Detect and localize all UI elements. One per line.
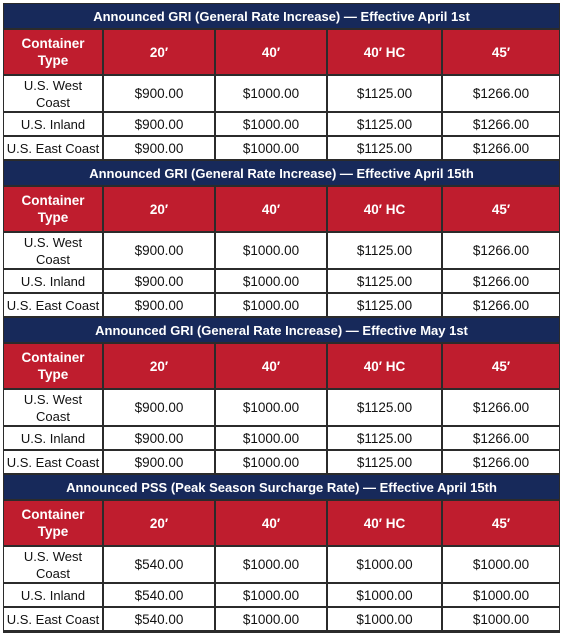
rate-cell: $540.00 bbox=[104, 584, 216, 608]
rate-cell: $900.00 bbox=[104, 76, 216, 113]
rate-cell: $1000.00 bbox=[328, 547, 443, 584]
rate-cell: $900.00 bbox=[104, 113, 216, 137]
rate-cell: $1125.00 bbox=[328, 113, 443, 137]
rate-cell: $1000.00 bbox=[216, 113, 328, 137]
table-row bbox=[4, 113, 559, 137]
rate-table-body bbox=[4, 4, 559, 632]
size-header: 40′ bbox=[216, 344, 328, 390]
table-row bbox=[4, 584, 559, 608]
rate-tables bbox=[3, 3, 558, 633]
region-label: U.S. Inland bbox=[4, 113, 104, 137]
table-row bbox=[4, 451, 559, 475]
rate-cell: $1125.00 bbox=[328, 390, 443, 427]
rate-cell: $1000.00 bbox=[443, 547, 559, 584]
section-title: Announced PSS (Peak Season Surcharge Rate) — Effective April 15th bbox=[4, 475, 559, 501]
rate-cell: $900.00 bbox=[104, 427, 216, 451]
section-title-row bbox=[4, 318, 559, 344]
size-header: 40′ HC bbox=[328, 501, 443, 547]
rate-cell: $1266.00 bbox=[443, 451, 559, 475]
region-label: U.S. Inland bbox=[4, 270, 104, 294]
rate-cell: $1266.00 bbox=[443, 294, 559, 318]
rate-cell: $900.00 bbox=[104, 390, 216, 427]
rate-cell: $1125.00 bbox=[328, 137, 443, 161]
table-row bbox=[4, 76, 559, 113]
table-row bbox=[4, 294, 559, 318]
section-title: Announced GRI (General Rate Increase) — Effective April 1st bbox=[4, 4, 559, 30]
table-row bbox=[4, 137, 559, 161]
table-row bbox=[4, 547, 559, 584]
rate-cell: $1125.00 bbox=[328, 233, 443, 270]
rate-cell: $1000.00 bbox=[216, 76, 328, 113]
rate-cell: $1125.00 bbox=[328, 294, 443, 318]
column-header-row bbox=[4, 187, 559, 233]
size-header: 40′ HC bbox=[328, 344, 443, 390]
rate-cell: $540.00 bbox=[104, 547, 216, 584]
rate-cell: $1125.00 bbox=[328, 451, 443, 475]
size-header: 45′ bbox=[443, 501, 559, 547]
rate-cell: $1000.00 bbox=[216, 608, 328, 632]
size-header: 40′ HC bbox=[328, 30, 443, 76]
rate-cell: $1125.00 bbox=[328, 270, 443, 294]
region-label: U.S. West Coast bbox=[4, 76, 104, 113]
rate-cell: $1000.00 bbox=[216, 233, 328, 270]
region-label: U.S. Inland bbox=[4, 427, 104, 451]
size-header: 20′ bbox=[104, 501, 216, 547]
rate-cell: $1000.00 bbox=[216, 584, 328, 608]
rate-cell: $1000.00 bbox=[216, 547, 328, 584]
container-type-header: Container Type bbox=[4, 187, 104, 233]
rate-cell: $1125.00 bbox=[328, 76, 443, 113]
region-label: U.S. Inland bbox=[4, 584, 104, 608]
region-label: U.S. East Coast bbox=[4, 137, 104, 161]
region-label: U.S. East Coast bbox=[4, 294, 104, 318]
rate-cell: $1000.00 bbox=[328, 584, 443, 608]
size-header: 45′ bbox=[443, 30, 559, 76]
table-row bbox=[4, 233, 559, 270]
size-header: 20′ bbox=[104, 30, 216, 76]
region-label: U.S. East Coast bbox=[4, 608, 104, 632]
container-type-header: Container Type bbox=[4, 501, 104, 547]
size-header: 40′ HC bbox=[328, 187, 443, 233]
rate-cell: $900.00 bbox=[104, 233, 216, 270]
region-label: U.S. East Coast bbox=[4, 451, 104, 475]
table-row bbox=[4, 270, 559, 294]
size-header: 20′ bbox=[104, 187, 216, 233]
rate-cell: $1266.00 bbox=[443, 113, 559, 137]
rate-cell: $1266.00 bbox=[443, 427, 559, 451]
rate-cell: $1000.00 bbox=[443, 584, 559, 608]
rate-cell: $900.00 bbox=[104, 294, 216, 318]
rate-cell: $1000.00 bbox=[216, 294, 328, 318]
size-header: 20′ bbox=[104, 344, 216, 390]
rate-cell: $1000.00 bbox=[216, 451, 328, 475]
rate-cell: $900.00 bbox=[104, 137, 216, 161]
column-header-row bbox=[4, 501, 559, 547]
rate-cell: $1000.00 bbox=[216, 427, 328, 451]
rate-cell: $1266.00 bbox=[443, 233, 559, 270]
rate-cell: $1125.00 bbox=[328, 427, 443, 451]
rate-cell: $1000.00 bbox=[216, 137, 328, 161]
rate-cell: $900.00 bbox=[104, 451, 216, 475]
container-type-header: Container Type bbox=[4, 344, 104, 390]
size-header: 40′ bbox=[216, 501, 328, 547]
region-label: U.S. West Coast bbox=[4, 390, 104, 427]
column-header-row bbox=[4, 30, 559, 76]
rate-table bbox=[3, 3, 560, 633]
table-row bbox=[4, 608, 559, 632]
section-title: Announced GRI (General Rate Increase) — Effective May 1st bbox=[4, 318, 559, 344]
rate-cell: $1266.00 bbox=[443, 76, 559, 113]
size-header: 45′ bbox=[443, 187, 559, 233]
section-title: Announced GRI (General Rate Increase) — Effective April 15th bbox=[4, 161, 559, 187]
section-title-row bbox=[4, 161, 559, 187]
rate-cell: $1000.00 bbox=[216, 390, 328, 427]
section-title-row bbox=[4, 475, 559, 501]
table-row bbox=[4, 390, 559, 427]
section-title-row bbox=[4, 4, 559, 30]
region-label: U.S. West Coast bbox=[4, 547, 104, 584]
rate-cell: $1000.00 bbox=[216, 270, 328, 294]
rate-cell: $1266.00 bbox=[443, 137, 559, 161]
size-header: 40′ bbox=[216, 30, 328, 76]
rate-cell: $540.00 bbox=[104, 608, 216, 632]
size-header: 45′ bbox=[443, 344, 559, 390]
rate-cell: $1000.00 bbox=[443, 608, 559, 632]
rate-cell: $1266.00 bbox=[443, 270, 559, 294]
column-header-row bbox=[4, 344, 559, 390]
rate-cell: $900.00 bbox=[104, 270, 216, 294]
table-row bbox=[4, 427, 559, 451]
size-header: 40′ bbox=[216, 187, 328, 233]
region-label: U.S. West Coast bbox=[4, 233, 104, 270]
container-type-header: Container Type bbox=[4, 30, 104, 76]
rate-cell: $1000.00 bbox=[328, 608, 443, 632]
rate-cell: $1266.00 bbox=[443, 390, 559, 427]
